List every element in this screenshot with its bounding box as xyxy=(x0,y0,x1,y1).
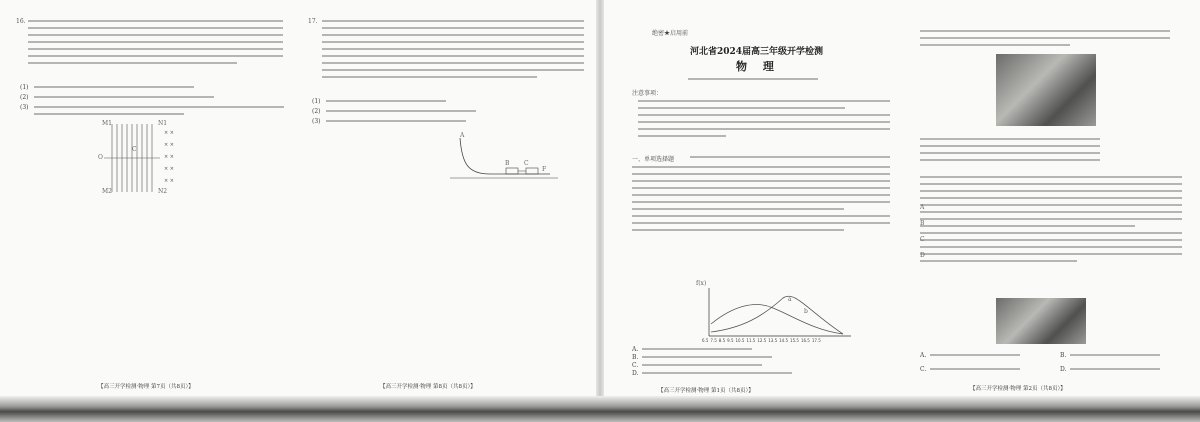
svg-text:× ×: × × xyxy=(164,130,174,136)
answer-c: C xyxy=(920,236,925,243)
question-2-text-lines xyxy=(920,30,1170,51)
label-m1: M1 xyxy=(102,120,112,127)
question-text-lines xyxy=(322,20,584,83)
sub-item-2: (2) xyxy=(20,94,29,101)
slide-photo xyxy=(996,54,1096,126)
option-c-text xyxy=(642,364,762,371)
sub-item-3: (3) xyxy=(20,104,29,111)
exam-page-8 xyxy=(300,8,590,396)
x-tick: 10.5 xyxy=(735,338,745,343)
label-f: F xyxy=(542,166,547,173)
exam-info-line xyxy=(688,78,818,85)
sub-item-1: (1) xyxy=(20,84,29,91)
option-a: A. xyxy=(920,352,927,359)
x-tick: 13.5 xyxy=(768,338,778,343)
label-m2: M2 xyxy=(102,188,112,195)
x-tick: 6.5 xyxy=(702,338,709,343)
graph-x-ticks xyxy=(702,338,872,343)
exam-title: 河北省2024届高三年级开学检测 xyxy=(690,47,824,57)
track-figure xyxy=(450,134,560,184)
label-n1: N1 xyxy=(158,120,168,127)
option-c-formula xyxy=(930,368,1020,375)
svg-text:× ×: × × xyxy=(164,154,174,160)
page-footer: 【高三开学检测·物理 第8页（共8页）】 xyxy=(380,384,476,390)
option-a: A. xyxy=(632,346,639,353)
question-1-text-lines xyxy=(632,166,890,236)
option-d-text xyxy=(642,372,792,379)
option-d: D. xyxy=(1060,366,1067,373)
graph-curve-a-label: a xyxy=(788,296,792,303)
option-b-text xyxy=(642,356,772,363)
svg-text:× ×: × × xyxy=(164,166,174,172)
graph-axis-label: f(x) xyxy=(696,280,707,287)
sub-item-1: (1) xyxy=(312,98,321,105)
x-tick: 15.5 xyxy=(790,338,799,343)
graph-curve-b-label: b xyxy=(804,308,808,315)
sub-item-1-text xyxy=(34,86,194,93)
x-tick: 12.5 xyxy=(757,338,767,343)
option-a-text xyxy=(642,348,752,355)
option-a-formula xyxy=(930,354,1020,361)
answer-b: B xyxy=(920,220,925,227)
x-tick: 17.5 xyxy=(811,338,821,343)
exam-page-7 xyxy=(10,8,292,396)
option-b: B. xyxy=(1060,352,1067,359)
magnetic-field-figure xyxy=(100,120,190,200)
label-c: C xyxy=(132,146,137,153)
label-b: B xyxy=(505,160,510,167)
page-fold xyxy=(596,0,604,398)
sub-item-3-text xyxy=(34,106,284,120)
scan-edge-shadow xyxy=(0,396,1200,422)
x-tick: 11.5 xyxy=(746,338,756,343)
svg-text:× ×: × × xyxy=(164,178,174,184)
option-b: B. xyxy=(632,354,639,361)
label-n2: N2 xyxy=(158,188,168,195)
question-3-text-lines xyxy=(920,176,1182,267)
label-c: C xyxy=(524,160,529,167)
secret-tag: 绝密★启用前 xyxy=(652,30,689,37)
x-tick: 16.5 xyxy=(800,338,810,343)
question-2-options xyxy=(920,138,1100,166)
page-footer: 【高三开学检测·物理 第1页（共8页）】 xyxy=(658,388,754,394)
option-c: C. xyxy=(632,362,639,369)
exam-subject: 物 理 xyxy=(736,60,780,73)
sub-item-2-text xyxy=(34,96,214,103)
sub-item-2: (2) xyxy=(312,108,321,115)
option-c: C. xyxy=(920,366,927,373)
option-d-formula xyxy=(1070,368,1160,375)
label-o: O xyxy=(98,154,103,161)
sub-item-3-text xyxy=(326,120,466,127)
vehicle-photo xyxy=(996,298,1086,344)
sub-item-3: (3) xyxy=(312,118,321,125)
x-tick: 7.5 xyxy=(710,338,717,343)
section-heading-text xyxy=(690,156,890,163)
question-number: 17. xyxy=(308,18,318,25)
sub-item-2-text xyxy=(326,110,476,117)
exam-page-1 xyxy=(608,8,898,396)
question-text-lines xyxy=(28,20,283,69)
label-a: A xyxy=(460,132,465,139)
section-heading: 一、单项选择题 xyxy=(632,156,675,163)
x-tick: 14.5 xyxy=(779,338,789,343)
exam-page-2 xyxy=(910,8,1196,396)
notes-heading: 注意事项： xyxy=(632,90,663,97)
option-d: D. xyxy=(632,370,639,377)
option-b-formula xyxy=(1070,354,1160,361)
page-footer: 【高三开学检测·物理 第7页（共8页）】 xyxy=(98,384,194,390)
energy-graph xyxy=(703,286,853,344)
svg-text:× ×: × × xyxy=(164,142,174,148)
sub-item-1-text xyxy=(326,100,446,107)
answer-d: D xyxy=(920,252,925,259)
notes-text-lines xyxy=(638,100,890,142)
question-number: 16. xyxy=(16,18,26,25)
answer-a: A xyxy=(920,204,925,211)
page-footer: 【高三开学检测·物理 第2页（共8页）】 xyxy=(970,386,1066,392)
x-tick: 8.5 xyxy=(718,338,726,343)
x-tick: 9.5 xyxy=(727,338,734,343)
